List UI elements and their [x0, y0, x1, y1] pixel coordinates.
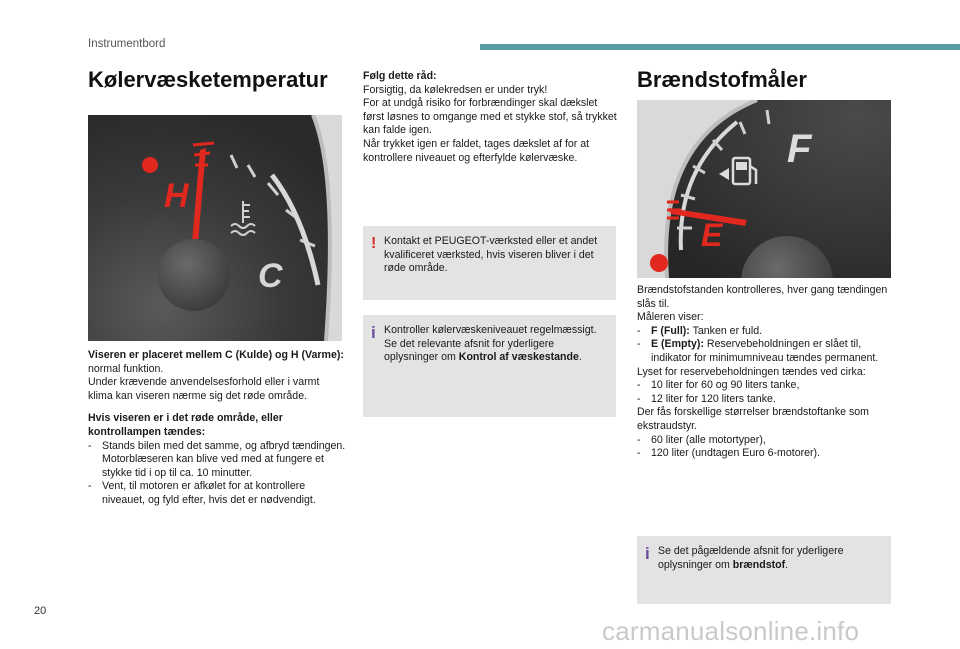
- advice-title: Følg dette råd:: [363, 70, 437, 82]
- coolant-red-zone-heading: Hvis viseren er i det røde område, eller kontrollampen tændes:: [88, 412, 283, 438]
- watermark: carmanualsonline.info: [602, 616, 860, 646]
- coolant-normal-paragraph: Viseren er placeret mellem C (Kulde) og H (Varme): normal funktion.: [88, 349, 344, 375]
- list-item: - 10 liter for 60 og 90 liters tanke,: [637, 379, 800, 392]
- info-icon: i: [645, 544, 650, 563]
- coolant-title: Kølervæsketemperatur: [88, 67, 328, 92]
- page-number: 20: [34, 605, 47, 617]
- info-note-fuel: i Se det pågældende afsnit for yderligere oplysninger om brændstof.: [637, 536, 891, 604]
- gauge-full-label: F: [787, 127, 812, 171]
- warning-icon: !: [371, 235, 377, 252]
- fuel-warning-lamp-icon: [650, 254, 668, 272]
- list-item: - F (Full): Tanken er fuld.: [637, 324, 763, 337]
- coolant-text: [88, 349, 346, 508]
- fuel-gauge-graphic: [637, 100, 891, 278]
- warning-lamp-icon: [142, 157, 158, 173]
- coolant-gauge-graphic: [88, 115, 342, 341]
- advice-line: Når trykket igen er faldet, tages dækslet af for at kontrollere niveauet og efterfylde kølervæske.: [363, 137, 590, 164]
- gauge-hot-label: H: [164, 177, 189, 215]
- advice-block: [363, 70, 617, 165]
- coolant-hot-climate-paragraph: Under krævende anvendelsesforhold eller i varmt klima kan viseren nærme sig det røde område.: [88, 376, 320, 402]
- coolant-gauge-image: [88, 115, 342, 341]
- list-item: - 120 liter (undtagen Euro 6-motorer).: [637, 447, 820, 460]
- list-item: - Vent, til motoren er afkølet for at kontrollere niveauet, og fyld efter, hvis det er nødvendigt.: [88, 480, 316, 506]
- gauge-cold-label: C: [258, 257, 283, 295]
- list-item: - E (Empty): Reservebeholdningen er slået til, indikator for minimumniveau tændes permanent.: [637, 338, 879, 364]
- fuel-gauge-image: [637, 100, 891, 278]
- list-item: - 60 liter (alle motortyper),: [637, 433, 766, 446]
- fuel-title: Brændstofmåler: [637, 67, 807, 92]
- section-accent-bar: [480, 44, 960, 50]
- list-item: - Stands bilen med det samme, og afbryd tændingen. Motorblæseren kan blive ved med at fungere et stykke tid i op til ca. 10 minutter.: [88, 439, 346, 479]
- info-note-fluid-levels: i Kontroller kølervæskeniveauet regelmæssigt. Se det relevante afsnit for yderligere oplysninger om Kontrol af væskestande.: [363, 315, 616, 417]
- advice-line: Forsigtig, da kølekredsen er under tryk!: [363, 83, 548, 96]
- gauge-empty-label: E: [701, 217, 723, 253]
- fuel-text: Brændstofstanden kontrolleres, hver gang tændingen slås til. Måleren viser: - F (Full): Tanken er fuld. - E (Empty): Reservebeholdningen er slået til, indikator for minimumniveau tændes permanent. Lyset for reservebeholdningen tændes ved cirka: - 10 liter for 60 og 90 liters tanke, - 12 liter for 120 liters tanke. Der fås forskellige størrelser brændstoftanke som ekstraudstyr. - 60 liter (alle motortyper), - 120 liter (undtagen Euro 6-motorer).: [637, 284, 893, 461]
- info-icon: i: [371, 323, 376, 342]
- list-item: - 12 liter for 120 liters tanke.: [637, 392, 776, 405]
- gauge-hub: [158, 239, 230, 311]
- section-header: Instrumentbord: [88, 38, 166, 50]
- warning-note: ! Kontakt et PEUGEOT-værksted eller et andet kvalificeret værksted, hvis viseren bliver i det røde område.: [363, 226, 616, 300]
- advice-line: For at undgå risiko for forbrændinger skal dækslet først løsnes to omgange med et stykke stof, så trykket kan falde igen.: [363, 97, 617, 137]
